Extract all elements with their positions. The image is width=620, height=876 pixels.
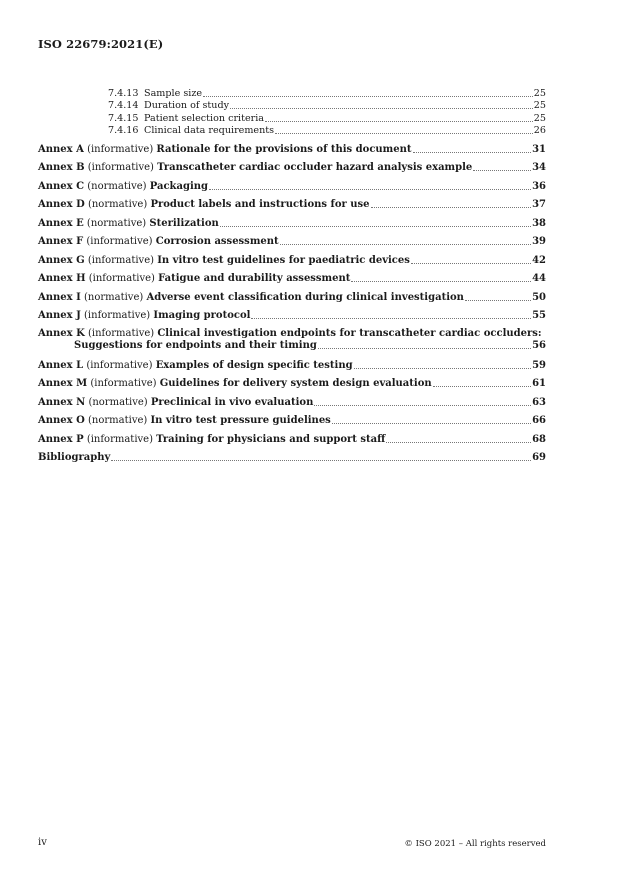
toc-entry-annex-n[interactable] [38,390,546,409]
annex-title: Guidelines for delivery system design evaluation [159,378,432,389]
annex-kind: (informative) [86,359,153,371]
toc-entry-page: 26 [533,125,546,136]
annex-kind: (normative) [87,180,147,192]
annex-page: 42 [532,254,546,266]
toc-entry-title: Sample size [144,87,203,99]
annex-label: Annex C [38,180,85,192]
annex-title: In vitro test guidelines for paediatric devices [157,254,410,266]
toc-entry-annex-c[interactable] [38,174,546,193]
toc-entry-annex-p[interactable] [38,427,546,446]
leader-dots [351,281,531,282]
toc-entry-number: 7.4.16 [108,125,139,136]
annex-kind: (normative) [88,415,148,426]
annex-kind: (informative) [88,273,155,284]
toc-entry-annex-j[interactable] [38,304,546,323]
leader-dots [413,152,532,153]
annex-kind: (normative) [83,291,144,303]
toc-entry-7-4-13[interactable] [38,87,546,100]
annex-kind: (informative) [84,310,151,321]
toc-entry-page: 25 [533,100,546,111]
annex-label: Annex N [38,396,86,408]
annex-kind: (informative) [87,162,154,173]
annex-label: Annex B [38,162,85,173]
annex-label: Annex A [38,143,84,155]
toc-entry-7-4-14[interactable] [38,100,546,113]
toc-entry-annex-b[interactable] [38,156,546,175]
toc-entry-annex-l[interactable] [38,353,546,372]
toc-entry-annex-i[interactable] [38,285,546,304]
annex-kind: (informative) [87,254,155,266]
annex-kind: (normative) [86,217,147,229]
leader-dots [275,133,533,134]
toc-entry-annex-g[interactable] [38,248,546,267]
toc-entry-title: Clinical data requirements [144,125,275,136]
annex-page: 31 [532,143,546,155]
toc-entry-annex-d[interactable] [38,193,546,212]
annex-title: Adverse event classification during clinical investigation [146,291,464,303]
annex-kind: (informative) [86,433,153,445]
annex-label: Annex M [38,378,88,389]
annex-title: Fatigue and durability assessment [158,273,351,284]
annex-title: Sterilization [149,217,219,229]
annex-kind: (informative) [86,236,153,247]
leader-dots [411,263,531,264]
annex-page: 37 [532,199,546,210]
annex-page: 61 [532,378,546,389]
toc-entry-page: 25 [533,87,546,99]
leader-dots [230,108,533,109]
leader-dots [314,405,531,406]
toc-entry-number: 7.4.13 [108,87,139,99]
toc-entry-annex-k[interactable] [38,322,546,353]
bibliography-title: Bibliography [38,452,111,463]
toc-entry-title: Duration of study [144,100,229,111]
toc-entry-annex-h[interactable] [38,267,546,286]
document-id-header: ISO 22679:2021(E) [38,37,164,51]
leader-dots [386,442,531,443]
toc-entry-bibliography[interactable] [38,446,546,465]
annex-page: 44 [532,273,546,284]
annex-kind: (informative) [87,328,155,339]
leader-dots [265,121,533,122]
toc-entry-annex-o[interactable] [38,409,546,428]
annex-label: Annex J [38,310,81,321]
annex-page: 68 [532,433,546,445]
leader-dots [280,244,531,245]
annex-label: Annex P [38,433,84,445]
annex-page: 59 [532,359,546,371]
annex-title-line2: Suggestions for endpoints and their timing [74,340,317,351]
annex-page: 36 [532,180,546,192]
toc-entry-page: 25 [533,112,546,124]
annex-title: Imaging protocol [153,310,251,321]
toc-entry-7-4-16[interactable] [38,125,546,138]
leader-dots [220,226,531,227]
table-of-contents [38,87,546,464]
annex-title-line1: Clinical investigation endpoints for transcatheter cardiac occluders: [157,328,542,339]
annex-label: Annex I [38,291,81,303]
toc-entry-number: 7.4.14 [108,100,139,111]
toc-entry-title: Patient selection criteria [144,112,265,124]
leader-dots [473,170,531,171]
leader-dots [111,460,531,461]
annex-label: Annex E [38,217,84,229]
leader-dots [332,423,531,424]
annex-kind: (normative) [87,199,148,210]
annex-title: In vitro test pressure guidelines [150,415,331,426]
annex-label: Annex H [38,273,86,284]
annex-page: 39 [532,236,546,247]
annex-page: 56 [532,340,546,351]
toc-entry-annex-m[interactable] [38,372,546,391]
leader-dots [433,386,531,387]
leader-dots [251,318,531,319]
annex-title: Rationale for the provisions of this document [156,143,412,155]
annex-page: 34 [532,162,546,173]
annex-label: Annex F [38,236,84,247]
annex-title: Examples of design specific testing [155,359,353,371]
annex-page: 50 [532,291,546,303]
toc-entry-annex-e[interactable] [38,211,546,230]
annex-label: Annex D [38,199,85,210]
copyright-notice: © ISO 2021 – All rights reserved [404,839,546,849]
annex-label: Annex O [38,415,85,426]
toc-entry-7-4-15[interactable] [38,112,546,125]
bibliography-page: 69 [532,452,546,463]
annex-title: Preclinical in vivo evaluation [150,396,314,408]
leader-dots [209,189,531,190]
annex-title: Transcatheter cardiac occluder hazard analysis example [157,162,473,173]
leader-dots [371,207,532,208]
annex-kind: (informative) [87,143,154,155]
annex-label: Annex L [38,359,84,371]
toc-entry-annex-a[interactable] [38,137,546,156]
annex-kind: (informative) [90,378,157,389]
annex-page: 63 [532,396,546,408]
annex-page: 38 [532,217,546,229]
annex-label: Annex K [38,328,85,339]
toc-entry-annex-f[interactable] [38,230,546,249]
leader-dots [203,96,533,97]
annex-title: Product labels and instructions for use [150,199,370,210]
annex-label: Annex G [38,254,85,266]
annex-page: 66 [532,415,546,426]
page-number: iv [38,837,47,848]
annex-title: Training for physicians and support staff [156,433,386,445]
annex-title: Packaging [149,180,209,192]
leader-dots [354,368,531,369]
leader-dots [465,300,531,301]
annex-kind: (normative) [88,396,148,408]
leader-dots [318,348,531,349]
annex-title: Corrosion assessment [155,236,279,247]
toc-entry-number: 7.4.15 [108,112,139,124]
annex-page: 55 [532,310,546,321]
